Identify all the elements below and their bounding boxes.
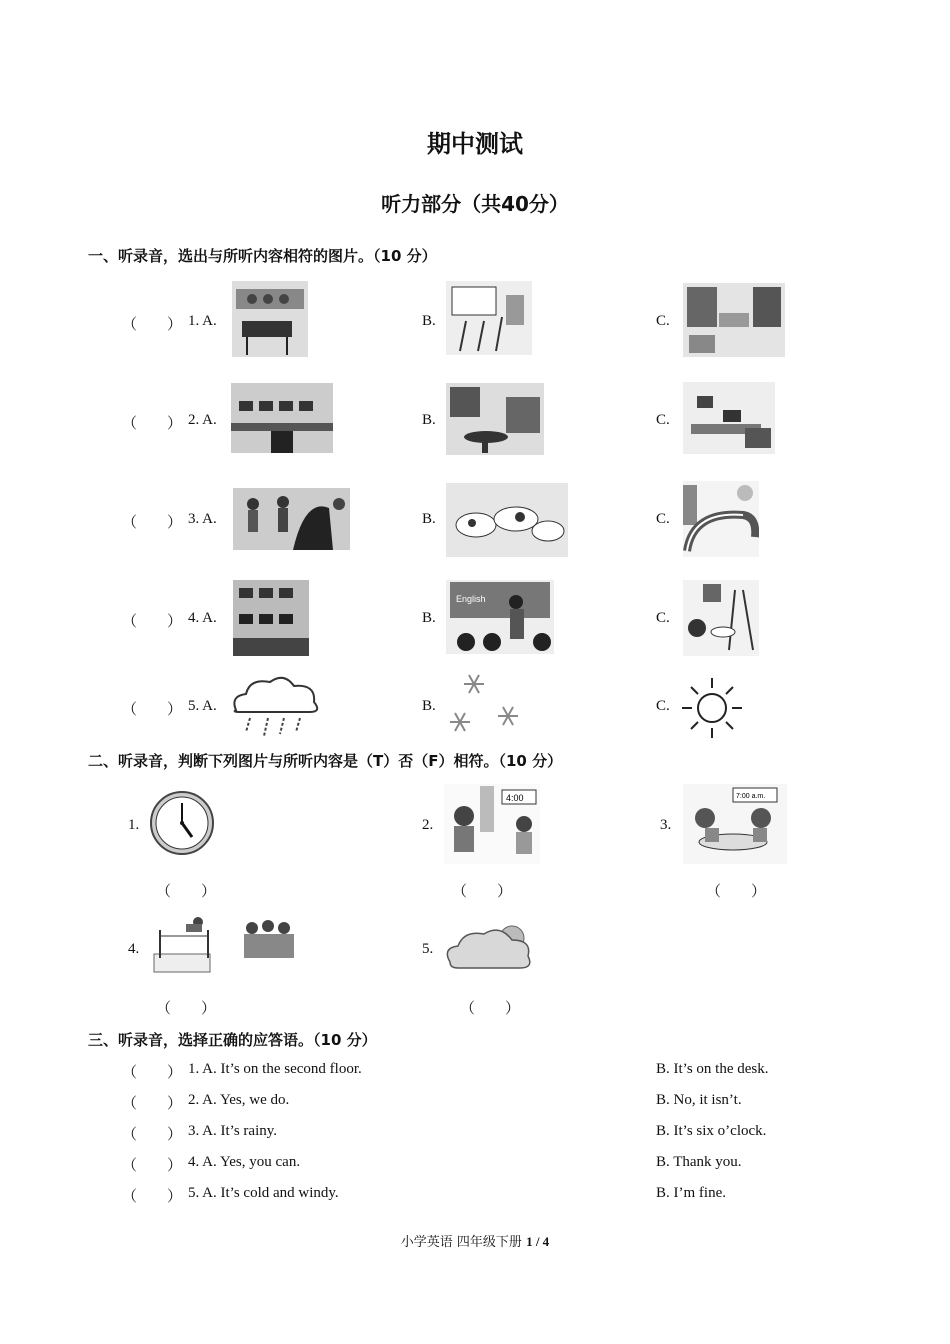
- page-title: 期中测试: [427, 130, 523, 158]
- option-a: 4. A. Yes, you can.: [188, 1154, 301, 1170]
- option-label: B.: [422, 610, 436, 626]
- snowflake-icon[interactable]: [444, 668, 528, 738]
- clock-icon[interactable]: [148, 789, 216, 857]
- option-a: 5. A. It’s cold and windy.: [188, 1185, 339, 1201]
- item-number: 2.: [422, 817, 434, 833]
- option-label: 5. A.: [188, 698, 217, 714]
- option-a: 3. A. It’s rainy.: [188, 1123, 278, 1139]
- art-room-picture[interactable]: [446, 281, 532, 355]
- answer-paren[interactable]: （ ）: [122, 1096, 183, 1112]
- answer-paren[interactable]: （ ）: [122, 1189, 183, 1205]
- svg-text:4:00: 4:00: [506, 793, 524, 803]
- english-class-picture[interactable]: [446, 580, 554, 654]
- farm-cows-picture[interactable]: [446, 483, 568, 557]
- music-room-picture[interactable]: [232, 281, 308, 357]
- answer-paren[interactable]: （ ）: [452, 884, 513, 900]
- page-footer: [0, 1231, 950, 1250]
- item-number: 5.: [422, 941, 434, 957]
- option-b: B. It’s six o’clock.: [656, 1123, 767, 1139]
- option-b: B. I’m fine.: [656, 1185, 726, 1201]
- teachers-office-picture[interactable]: [683, 382, 775, 454]
- section2-heading: 二、听录音，判断下列图片与所听内容是（T）否（F）相符。（10 分）: [88, 752, 563, 770]
- option-label: 1. A.: [188, 313, 217, 329]
- rainy-cloud-icon[interactable]: [226, 670, 322, 738]
- high-jump-picture[interactable]: [150, 914, 312, 976]
- page-subtitle: 听力部分（共40分）: [381, 192, 569, 216]
- section1-heading: 一、听录音，选出与所听内容相符的图片。（10 分）: [88, 247, 437, 265]
- section3-heading: 三、听录音，选择正确的应答语。（10 分）: [88, 1031, 377, 1049]
- running-track-picture[interactable]: [683, 481, 759, 557]
- answer-paren[interactable]: （ ）: [122, 1127, 183, 1143]
- option-label: 2. A.: [188, 412, 217, 428]
- page-number: 1 / 4: [526, 1234, 550, 1249]
- item-number: 1.: [128, 817, 140, 833]
- option-label: 4. A.: [188, 610, 217, 626]
- option-label: B.: [422, 698, 436, 714]
- option-label: B.: [422, 313, 436, 329]
- library-room-picture[interactable]: [683, 283, 785, 357]
- breakfast-picture[interactable]: [683, 784, 787, 864]
- answer-paren[interactable]: （ ）: [156, 884, 217, 900]
- option-label: 3. A.: [188, 511, 217, 527]
- option-b: B. It’s on the desk.: [656, 1061, 769, 1077]
- option-label: B.: [422, 511, 436, 527]
- answer-paren[interactable]: （ ）: [122, 515, 183, 531]
- item-number: 4.: [128, 941, 140, 957]
- svg-text:7:00 a.m.: 7:00 a.m.: [736, 793, 766, 800]
- option-b: B. Thank you.: [656, 1154, 742, 1170]
- answer-paren[interactable]: （ ）: [156, 1001, 217, 1017]
- answer-paren[interactable]: （ ）: [122, 1158, 183, 1174]
- reading-room-picture[interactable]: [446, 383, 544, 455]
- option-label: B.: [422, 412, 436, 428]
- option-label: C.: [656, 511, 670, 527]
- option-a: 2. A. Yes, we do.: [188, 1092, 290, 1108]
- answer-paren[interactable]: （ ）: [460, 1001, 521, 1017]
- answer-paren[interactable]: （ ）: [122, 614, 183, 630]
- answer-paren[interactable]: （ ）: [122, 702, 183, 718]
- option-label: C.: [656, 412, 670, 428]
- option-b: B. No, it isn’t.: [656, 1092, 742, 1108]
- option-label: C.: [656, 610, 670, 626]
- svg-text:English: English: [456, 594, 486, 604]
- computer-lab-picture[interactable]: [233, 580, 309, 656]
- playground-children-picture[interactable]: [233, 488, 350, 550]
- option-label: C.: [656, 698, 670, 714]
- computer-room-picture[interactable]: [231, 383, 333, 453]
- art-class-picture[interactable]: [683, 580, 759, 656]
- option-label: C.: [656, 313, 670, 329]
- answer-paren[interactable]: （ ）: [122, 416, 183, 432]
- option-a: 1. A. It’s on the second floor.: [188, 1061, 362, 1077]
- answer-paren[interactable]: （ ）: [706, 884, 767, 900]
- boy-girl-clock-picture[interactable]: [444, 784, 540, 864]
- item-number: 3.: [660, 817, 672, 833]
- answer-paren[interactable]: （ ）: [122, 1065, 183, 1081]
- answer-paren[interactable]: （ ）: [122, 317, 183, 333]
- cloudy-icon[interactable]: [442, 922, 534, 976]
- footer-text: 小学英语 四年级下册: [400, 1235, 527, 1250]
- sun-icon[interactable]: [680, 676, 744, 740]
